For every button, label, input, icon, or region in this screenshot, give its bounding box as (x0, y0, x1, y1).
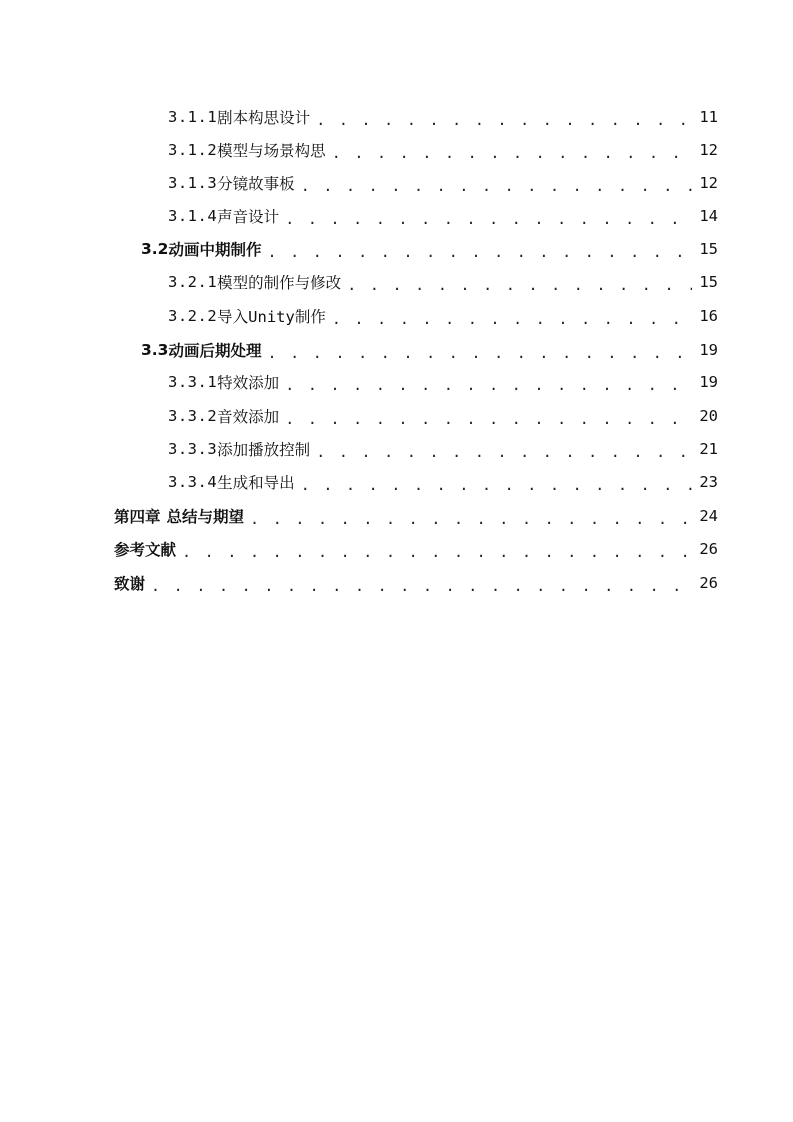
dot-leader (250, 510, 692, 528)
dot-leader (301, 476, 692, 494)
toc-entry[interactable] (114, 503, 718, 529)
toc-entry-page: 12 (699, 141, 718, 159)
toc-entry[interactable] (168, 269, 718, 295)
toc-entry[interactable] (168, 303, 718, 329)
toc-entry-title: 参考文献 (114, 541, 177, 559)
toc-entry-number: 3.1.3 (168, 174, 218, 192)
toc-entry-title: 分镜故事板 (217, 175, 295, 193)
toc-entry[interactable] (168, 436, 718, 462)
toc-entry-page: 19 (699, 341, 718, 359)
toc-entry[interactable] (141, 236, 718, 262)
toc-entry-page: 15 (699, 273, 718, 291)
toc-entry-title: 总结与期望 (166, 508, 245, 526)
toc-entry-number: 3.3 (141, 341, 169, 359)
toc-entry-number: 3.1.4 (168, 207, 218, 225)
dot-leader (182, 543, 692, 561)
toc-entry-page: 23 (699, 473, 718, 491)
toc-entry-page: 20 (699, 407, 718, 425)
toc-entry-title: 模型的制作与修改 (217, 274, 342, 292)
dot-leader (347, 276, 692, 294)
toc-entry[interactable] (114, 570, 718, 596)
toc-entry[interactable] (114, 536, 718, 562)
toc-entry-page: 26 (699, 540, 718, 558)
toc-entry-number: 3.3.3 (168, 440, 218, 458)
toc-entry-number: 3.3.4 (168, 473, 218, 491)
toc-entry-title: 动画中期制作 (168, 241, 262, 259)
toc-entry-page: 15 (699, 240, 718, 258)
dot-leader (316, 111, 692, 129)
toc-entry[interactable] (168, 369, 718, 395)
toc-entry-title: 生成和导出 (217, 474, 295, 492)
dot-leader (285, 210, 692, 228)
toc-entry[interactable] (168, 203, 718, 229)
toc-entry-page: 26 (699, 574, 718, 592)
dot-leader (267, 344, 692, 362)
toc-entry[interactable] (168, 137, 718, 163)
toc-entry-number: 3.3.1 (168, 373, 218, 391)
toc-entry-number: 3.2 (141, 240, 169, 258)
toc-entry[interactable] (141, 337, 718, 363)
toc-entry-page: 14 (699, 207, 718, 225)
dot-leader (332, 310, 692, 328)
dot-leader (267, 243, 692, 261)
toc-entry-page: 11 (699, 108, 718, 126)
toc-entry-title: 模型与场景构思 (217, 142, 326, 160)
toc-entry[interactable] (168, 170, 718, 196)
dot-leader (301, 177, 692, 195)
toc-entry-number: 3.1.2 (168, 141, 218, 159)
dot-leader (332, 144, 692, 162)
toc-entry-title: 导入Unity制作 (217, 308, 326, 326)
toc-entry-title: 特效添加 (217, 374, 280, 392)
toc-entry-page: 21 (699, 440, 718, 458)
toc-entry-title: 音效添加 (217, 408, 280, 426)
toc-entry[interactable] (168, 403, 718, 429)
toc-entry-number: 3.2.1 (168, 273, 218, 291)
toc-entry-title: 动画后期处理 (168, 342, 262, 360)
toc-entry-number: 3.3.2 (168, 407, 218, 425)
dot-leader (316, 443, 692, 461)
dot-leader (285, 410, 692, 428)
toc-entry[interactable] (168, 469, 718, 495)
toc-entry[interactable] (168, 104, 718, 130)
dot-leader (285, 376, 692, 394)
toc-entry-page: 24 (699, 507, 718, 525)
toc-entry-page: 12 (699, 174, 718, 192)
toc-entry-title: 致谢 (114, 575, 146, 593)
toc-entry-page: 16 (699, 307, 718, 325)
toc-entry-title: 添加播放控制 (217, 441, 311, 459)
toc-entry-title: 剧本构思设计 (217, 109, 311, 127)
toc-entry-page: 19 (699, 373, 718, 391)
dot-leader (151, 577, 692, 595)
toc-entry-number: 第四章 (114, 508, 161, 526)
toc-entry-title: 声音设计 (217, 208, 280, 226)
toc-entry-number: 3.2.2 (168, 307, 218, 325)
toc-entry-number: 3.1.1 (168, 108, 218, 126)
